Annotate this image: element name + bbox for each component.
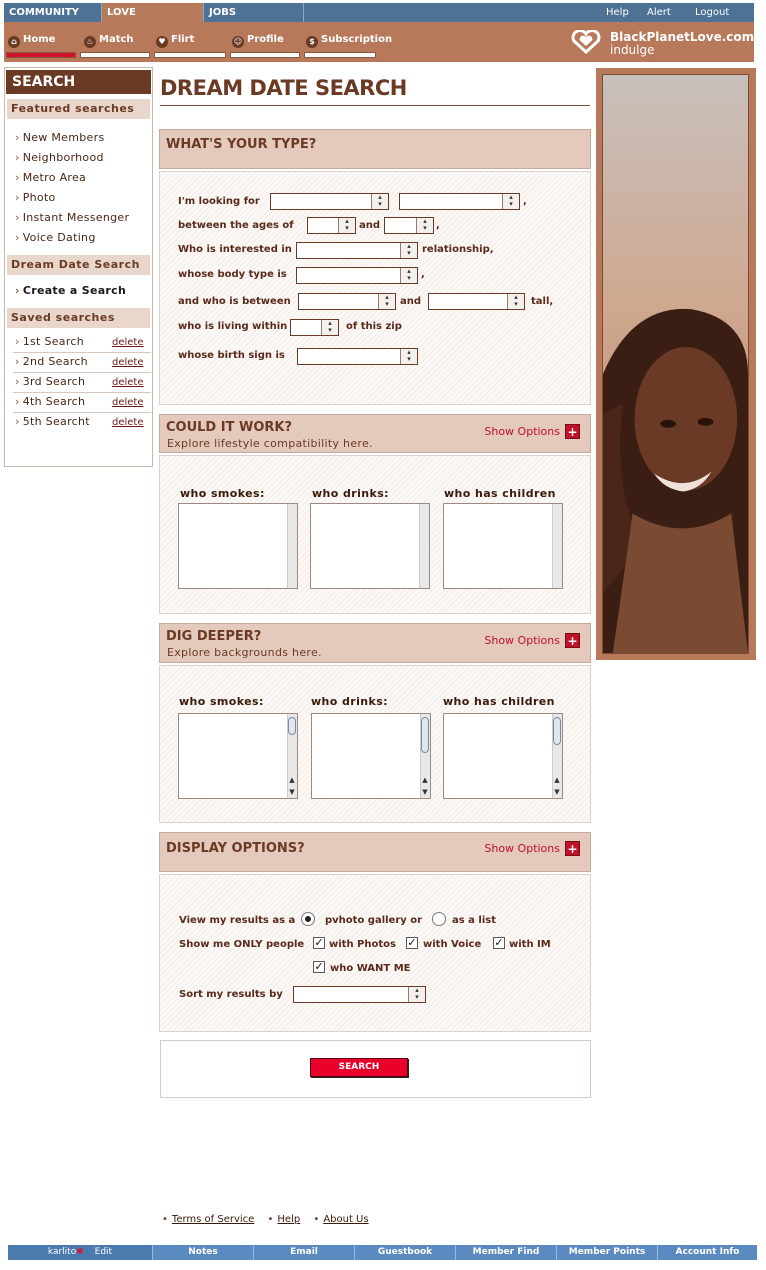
only-people-label: Show me ONLY people [179,939,305,950]
scroll-down-icon[interactable]: ▼ [422,788,428,796]
ages-label: between the ages of [178,220,294,231]
expand-icon[interactable]: + [565,841,580,856]
bullet: • [313,1214,320,1225]
with-photos-label: with Photos [329,939,396,950]
with-im-checkbox[interactable]: ✓ [494,936,504,949]
with-im-label: with IM [509,939,551,950]
saved-search-4[interactable]: › 4th Search [15,395,85,408]
sidebar-item-metro-area[interactable]: › Metro Area [15,171,86,184]
logout-link[interactable]: Logout [695,7,730,18]
relationship-text: relationship, [422,244,494,255]
divider [13,412,151,413]
face-icon: ☺ [233,37,243,46]
search-button[interactable]: SEARCH [310,1058,408,1077]
nav-profile-indicator [230,52,300,58]
seeking-gender-select[interactable] [399,193,520,210]
flame-icon: ♨ [84,36,96,48]
deeper-show-options-link[interactable]: Show Options [484,634,560,647]
nav-match-label: Match [99,34,134,45]
scrollbar[interactable] [419,504,429,588]
title-divider [160,105,590,106]
bullet: • [267,1214,274,1225]
children-listbox[interactable] [443,713,563,799]
delete-search-4[interactable]: delete [112,397,144,408]
brand-name: BlackPlanetLove.com [610,30,755,44]
brand-tagline: indulge [610,43,655,57]
deeper-panel-subtitle: Explore backgrounds here. [167,646,322,659]
help-footer-link[interactable]: Help [277,1214,301,1225]
children-caption: who has children [444,487,556,500]
tab-community[interactable]: COMMUNITY [4,3,102,22]
alert-link[interactable]: Alert [647,7,671,18]
drinks-caption: who drinks: [312,487,389,500]
saved-search-3[interactable]: › 3rd Search [15,375,85,388]
birth-sign-label: whose birth sign is [178,350,285,361]
nav-match-indicator [80,52,150,58]
max-height-select[interactable] [428,293,525,310]
delete-search-1[interactable]: delete [112,337,144,348]
edit-link[interactable]: Edit [94,1247,113,1257]
nav-subscription-indicator [304,52,376,58]
scrollbar[interactable] [552,504,562,588]
comma-text: , [421,269,425,280]
tall-text: tall, [531,296,554,307]
scroll-thumb[interactable] [421,717,429,753]
sidebar-item-neighborhood[interactable]: › Neighborhood [15,151,104,164]
scroll-thumb[interactable] [288,717,296,735]
home-icon: ⌂ [8,36,20,48]
notes-button[interactable]: Notes [152,1245,253,1260]
love-nav-bar [4,22,754,62]
sidebar-item-voice-dating[interactable]: › Voice Dating [15,231,96,244]
nav-profile-label: Profile [247,34,284,45]
display-panel-heading: DISPLAY OPTIONS? [166,841,305,856]
nav-home-indicator [6,52,76,58]
saved-search-1[interactable]: › 1st Search [15,335,84,348]
nav-subscription[interactable] [306,34,392,48]
display-show-options-link[interactable]: Show Options [484,842,560,855]
search-sidebar [4,67,153,467]
username[interactable]: karlito [47,1247,77,1257]
smokes-listbox[interactable] [178,713,298,799]
drinks-caption: who drinks: [311,695,388,708]
bottom-toolbar [8,1245,757,1260]
woman-portrait-image [602,74,749,654]
nav-profile[interactable] [232,34,284,48]
deeper-panel-body [159,665,591,823]
nav-subscription-label: Subscription [321,34,393,45]
featured-searches-heading: Featured searches [7,99,150,119]
distance-label: who is living within [178,321,288,332]
display-panel-header [159,832,591,872]
sort-label: Sort my results by [179,989,283,1000]
member-points-button[interactable]: Member Points [556,1245,657,1260]
comma-text: , [436,220,440,231]
looking-for-label: I'm looking for [178,196,260,207]
nav-flirt-label: Flirt [171,34,195,45]
delete-search-3[interactable]: delete [112,377,144,388]
could-panel-header [159,414,591,453]
gallery-radio-label: pvhoto gallery or [325,915,423,926]
min-age-select[interactable] [307,217,356,234]
min-height-select[interactable] [298,293,396,310]
nav-flirt[interactable] [156,34,194,48]
divider [13,352,151,353]
dream-date-search-heading: Dream Date Search [7,255,150,275]
email-button[interactable]: Email [253,1245,354,1260]
heart-logo-icon [570,30,602,54]
delete-search-5[interactable]: delete [112,417,144,428]
heart-icon: ♥ [156,36,168,48]
status-star-icon: ✱ [76,1247,84,1257]
type-panel-header [159,129,591,169]
member-find-button[interactable]: Member Find [455,1245,556,1260]
body-type-select[interactable] [296,267,418,284]
gender-select[interactable] [270,193,389,210]
children-caption: who has children [443,695,555,708]
children-listbox[interactable] [443,503,563,589]
type-panel-heading: WHAT'S YOUR TYPE? [166,137,317,152]
footer-links [162,1214,379,1225]
zip-text: of this zip [346,321,402,332]
could-show-options-link[interactable]: Show Options [484,425,560,438]
and-text: and [359,220,381,231]
scroll-thumb[interactable] [553,717,561,745]
sidebar-item-photo[interactable]: › Photo [15,191,56,204]
scroll-down-icon[interactable]: ▼ [289,788,295,796]
saved-searches-heading: Saved searches [7,308,150,328]
sidebar-item-new-members[interactable]: › New Members [15,131,104,144]
height-label: and who is between [178,296,291,307]
page-title: DREAM DATE SEARCH [160,76,407,100]
expand-icon[interactable]: + [565,633,580,648]
with-voice-checkbox[interactable]: ✓ [407,936,417,949]
nav-home[interactable] [8,34,55,48]
sidebar-title: SEARCH [6,70,151,94]
with-voice-label: with Voice [423,939,482,950]
scroll-up-icon[interactable]: ▲ [554,776,560,784]
comma-text: , [523,196,527,207]
user-status [8,1245,152,1260]
smokes-listbox[interactable] [178,503,298,589]
tab-love[interactable]: LOVE [102,3,204,22]
promo-photo-frame [596,68,756,660]
scrollbar[interactable] [287,504,297,588]
nav-home-label: Home [23,34,56,45]
sidebar-item-instant-messenger[interactable]: › Instant Messenger [15,211,129,224]
help-link[interactable]: Help [606,7,629,18]
dollar-icon: $ [306,36,318,48]
guestbook-button[interactable]: Guestbook [354,1245,455,1260]
saved-search-2[interactable]: › 2nd Search [15,355,88,368]
search-button-panel [160,1040,591,1098]
list-radio[interactable] [432,912,446,926]
scroll-up-icon[interactable]: ▲ [422,776,428,784]
divider [13,372,151,373]
display-panel-body [159,874,591,1032]
drinks-listbox[interactable] [311,713,431,799]
scroll-up-icon[interactable]: ▲ [289,776,295,784]
nav-match[interactable] [84,34,134,48]
could-panel-body [159,455,591,614]
smokes-caption: who smokes: [179,695,264,708]
nav-flirt-indicator [154,52,226,58]
sort-select[interactable] [293,986,426,1003]
relationship-select[interactable] [296,242,418,259]
could-panel-subtitle: Explore lifestyle compatibility here. [167,437,373,450]
tab-jobs[interactable]: JOBS [204,3,304,22]
delete-search-2[interactable]: delete [112,357,144,368]
about-link[interactable]: About Us [323,1214,369,1225]
view-results-label: View my results as a [179,915,296,926]
deeper-panel-heading: DIG DEEPER? [166,629,262,644]
max-age-select[interactable] [384,217,434,234]
terms-link[interactable]: Terms of Service [171,1214,255,1225]
and-text: and [400,296,422,307]
want-me-label: who WANT ME [330,963,411,974]
scroll-down-icon[interactable]: ▼ [554,788,560,796]
interested-label: Who is interested in [178,244,292,255]
body-type-label: whose body type is [178,269,287,280]
birth-sign-select[interactable] [297,348,418,365]
create-search-link[interactable]: › Create a Search [15,284,126,297]
want-me-checkbox[interactable]: ✓ [314,960,324,973]
account-info-button[interactable]: Account Info [657,1245,757,1260]
divider [13,392,151,393]
distance-select[interactable] [290,319,339,336]
with-photos-checkbox[interactable]: ✓ [314,936,324,949]
drinks-listbox[interactable] [310,503,430,589]
top-bar [4,3,754,22]
expand-icon[interactable]: + [565,424,580,439]
gallery-radio[interactable] [301,912,315,926]
bullet: • [162,1214,168,1225]
list-radio-label: as a list [452,915,496,926]
saved-search-5[interactable]: › 5th Searcht [15,415,90,428]
could-panel-heading: COULD IT WORK? [166,420,292,435]
deeper-panel-header [159,623,591,663]
smokes-caption: who smokes: [180,487,265,500]
type-panel-body [159,171,591,405]
